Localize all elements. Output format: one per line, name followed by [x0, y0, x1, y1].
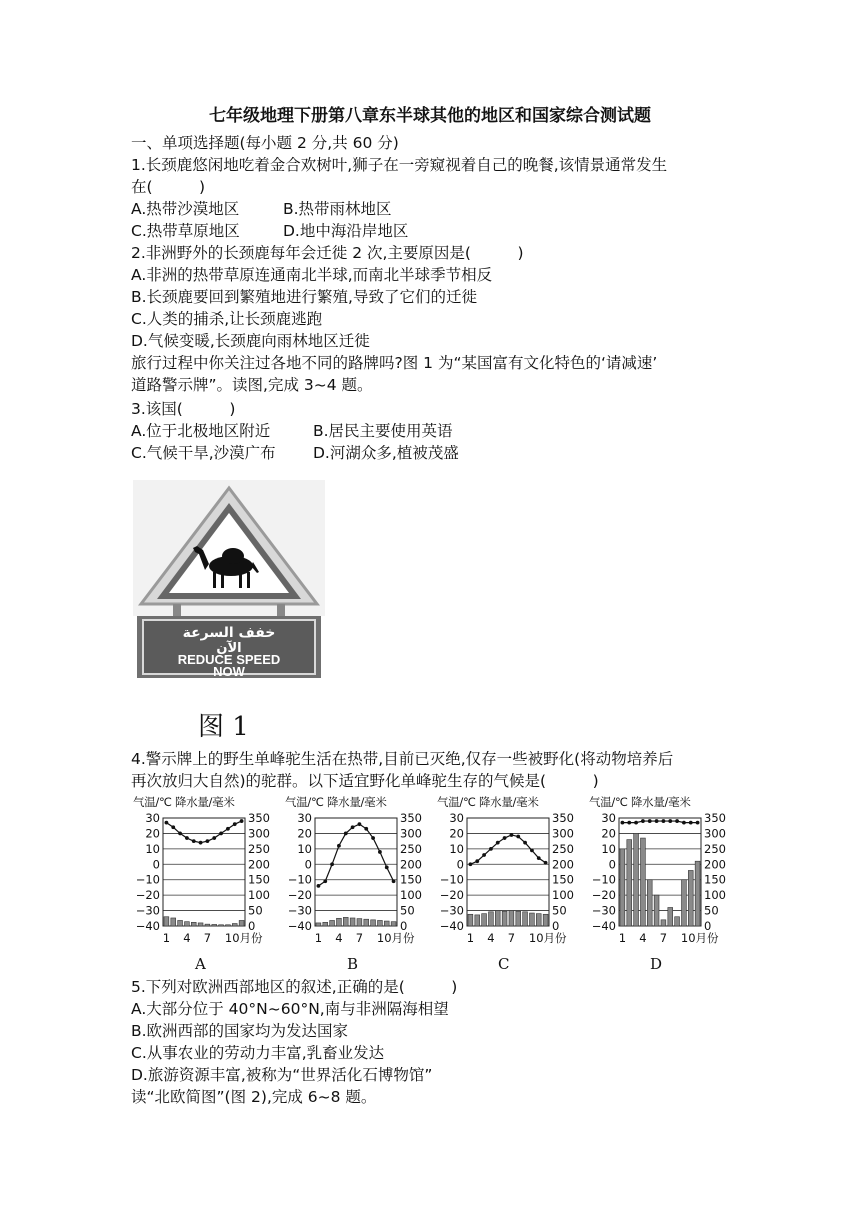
temperature-point [689, 821, 693, 825]
section-heading: 一、单项选择题(每小题 2 分,共 60 分) [131, 134, 399, 152]
plot-frame [315, 818, 397, 926]
temperature-line [166, 821, 241, 843]
precipitation-bar [627, 840, 632, 926]
temperature-point [233, 822, 237, 826]
page-title: 七年级地理下册第八章东半球其他的地区和国家综合测试题 [209, 106, 651, 126]
temperature-point [530, 849, 534, 853]
plot-frame [163, 818, 245, 926]
month-tick-label: 1 [162, 931, 171, 945]
temperature-point [523, 841, 527, 845]
precip-tick-label: 250 [704, 841, 726, 856]
temperature-point [627, 821, 631, 825]
q5-option-c: C.从事农业的劳动力丰富,乳畜业发达 [131, 1044, 385, 1062]
precipitation-bar [205, 924, 210, 926]
precip-tick-label: 150 [400, 872, 422, 887]
temperature-point [240, 819, 244, 823]
intro-6-8: 读“北欧简图”(图 2),完成 6~8 题。 [131, 1088, 377, 1106]
precip-tick-label: 200 [704, 857, 726, 872]
temperature-point [337, 844, 341, 848]
q2-option-b: B.长颈鹿要回到繁殖地进行繁殖,导致了它们的迁徙 [131, 288, 477, 306]
precip-tick-label: 0 [704, 919, 712, 933]
precip-tick-label: 200 [400, 857, 422, 872]
temperature-point [489, 847, 493, 851]
q1-option-d: D.地中海沿岸地区 [283, 222, 409, 240]
temp-tick-label: 0 [456, 857, 464, 872]
temperature-point [682, 821, 686, 825]
precipitation-bar [212, 924, 217, 926]
q3-option-d: D.河湖众多,植被茂盛 [313, 444, 459, 462]
precip-tick-label: 0 [552, 919, 560, 933]
temperature-point [199, 841, 203, 845]
precip-tick-label: 50 [704, 903, 719, 918]
precipitation-bar [688, 870, 693, 926]
temp-tick-label: 0 [608, 857, 616, 872]
temperature-point [358, 822, 362, 826]
temp-tick-label: 10 [601, 841, 616, 856]
q3-option-c: C.气候干旱,沙漠广布 [131, 444, 276, 462]
temperature-point [510, 833, 514, 837]
temperature-line [470, 835, 545, 864]
q3-option-b: B.居民主要使用英语 [313, 422, 453, 440]
temp-tick-label: −30 [439, 903, 464, 918]
precipitation-bar [495, 911, 500, 926]
month-tick-label: 4 [487, 931, 495, 945]
month-tick-label: 10月份 [528, 931, 567, 945]
precip-tick-label: 100 [704, 888, 726, 903]
precipitation-bar [391, 922, 396, 926]
precip-tick-label: 250 [552, 841, 574, 856]
precip-tick-label: 50 [400, 903, 415, 918]
temperature-point [317, 884, 321, 888]
temperature-point [206, 839, 210, 843]
precip-tick-label: 50 [552, 903, 567, 918]
temperature-point [668, 819, 672, 823]
month-tick-label: 1 [314, 931, 323, 945]
precipitation-bar [378, 920, 383, 926]
q5-option-b: B.欧洲西部的国家均为发达国家 [131, 1022, 349, 1040]
intro-3-4-line2: 道路警示牌”。读图,完成 3~4 题。 [131, 376, 373, 394]
temperature-point [648, 819, 652, 823]
q4-stem-line1: 4.警示牌上的野生单峰驼生活在热带,目前已灭绝,仅存一些被野化(将动物培养后 [131, 750, 674, 768]
climate-chart-svg [437, 810, 587, 970]
precipitation-bar [536, 914, 541, 926]
q2-option-d: D.气候变暖,长颈鹿向雨林地区迁徙 [131, 332, 370, 350]
temperature-point [696, 821, 700, 825]
temp-tick-label: −10 [135, 872, 160, 887]
temp-tick-label: 30 [601, 811, 616, 825]
q3-options-row2 [131, 442, 459, 464]
temp-tick-label: −10 [591, 872, 616, 887]
month-tick-label: 1 [618, 931, 627, 945]
temperature-point [392, 879, 396, 883]
q3-option-a: A.位于北极地区附近 [131, 422, 271, 440]
precipitation-bar [647, 880, 652, 926]
precipitation-bar [364, 919, 369, 926]
precip-tick-label: 300 [552, 826, 574, 841]
climate-chart-svg [285, 810, 435, 970]
precipitation-bar [219, 925, 224, 926]
temp-tick-label: 30 [449, 811, 464, 825]
temperature-point [482, 853, 486, 857]
temp-tick-label: −30 [287, 903, 312, 918]
precip-tick-label: 150 [248, 872, 270, 887]
temperature-point [226, 827, 230, 831]
temp-tick-label: −40 [287, 919, 312, 933]
precipitation-bar [198, 923, 203, 926]
temperature-point [192, 839, 196, 843]
precip-tick-label: 100 [400, 888, 422, 903]
sign-arabic-line1: خفف السرعة [182, 625, 276, 641]
temperature-point [503, 836, 507, 840]
month-tick-label: 7 [507, 931, 516, 945]
precipitation-bar [675, 917, 680, 926]
month-tick-label: 4 [183, 931, 191, 945]
temp-tick-label: −20 [287, 888, 312, 903]
precipitation-bar [475, 915, 480, 926]
temp-tick-label: 20 [601, 826, 616, 841]
q5-option-d: D.旅游资源丰富,被称为“世界活化石博物馆” [131, 1066, 433, 1084]
month-tick-label: 10月份 [224, 931, 263, 945]
precipitation-bar [323, 922, 328, 926]
precipitation-bar [357, 919, 362, 926]
temperature-point [634, 821, 638, 825]
precip-tick-label: 200 [552, 857, 574, 872]
precipitation-bar [330, 920, 335, 926]
temperature-point [385, 865, 389, 869]
precipitation-bar [239, 920, 244, 926]
sign-english-line1: REDUCE SPEED [177, 652, 281, 667]
precipitation-bar [502, 911, 507, 926]
temp-tick-label: −20 [135, 888, 160, 903]
precip-tick-label: 250 [400, 841, 422, 856]
temp-tick-label: 10 [145, 841, 160, 856]
temperature-point [496, 841, 500, 845]
temp-tick-label: 20 [449, 826, 464, 841]
precipitation-bar [164, 917, 169, 926]
q2-stem: 2.非洲野外的长颈鹿每年会迁徙 2 次,主要原因是( ) [131, 244, 524, 262]
sign-arabic-line2: الآن [216, 641, 242, 656]
q5-stem: 5.下列对欧洲西部地区的叙述,正确的是( ) [131, 978, 458, 996]
temperature-point [641, 819, 645, 823]
temperature-point [675, 819, 679, 823]
month-tick-label: 7 [355, 931, 364, 945]
climate-chart-header: 气温/℃ 降水量/毫米 [437, 795, 539, 809]
precipitation-bar [489, 912, 494, 926]
temperature-point [475, 859, 479, 863]
precip-tick-label: 350 [248, 811, 270, 825]
temperature-point [185, 836, 189, 840]
sign-english-line2: NOW [213, 664, 245, 679]
temp-tick-label: −20 [439, 888, 464, 903]
precipitation-bar [350, 918, 355, 926]
temperature-point [544, 861, 548, 865]
precipitation-bar [371, 920, 376, 926]
temp-tick-label: 20 [297, 826, 312, 841]
precipitation-bar [641, 838, 646, 926]
precipitation-bar [654, 895, 659, 926]
precip-tick-label: 100 [552, 888, 574, 903]
climate-chart-svg [133, 810, 283, 970]
temperature-point [351, 825, 355, 829]
temp-tick-label: −40 [135, 919, 160, 933]
temp-tick-label: −40 [439, 919, 464, 933]
precipitation-bar [191, 922, 196, 926]
climate-chart-header: 气温/℃ 降水量/毫米 [285, 795, 387, 809]
temperature-point [330, 862, 334, 866]
temp-tick-label: −20 [591, 888, 616, 903]
precip-tick-label: 100 [248, 888, 270, 903]
temp-tick-label: 0 [304, 857, 312, 872]
precipitation-bar [695, 861, 700, 926]
temp-tick-label: −10 [287, 872, 312, 887]
precipitation-bar [226, 925, 231, 926]
temp-tick-label: 30 [297, 811, 312, 825]
month-tick-label: 1 [466, 931, 475, 945]
q1-options-row1 [131, 198, 392, 220]
precipitation-bar [185, 922, 190, 926]
precipitation-bar [482, 914, 487, 926]
q4-stem-line2: 再次放归大自然)的驼群。以下适宜野化单峰驼生存的气候是( ) [131, 772, 599, 790]
q2-option-a: A.非洲的热带草原连通南北半球,而南北半球季节相反 [131, 266, 493, 284]
precipitation-bar [337, 918, 342, 926]
chart-label-d: D [650, 955, 663, 973]
temp-tick-label: −10 [439, 872, 464, 887]
climate-chart-a [133, 794, 283, 974]
precip-tick-label: 250 [248, 841, 270, 856]
precipitation-bar [316, 923, 321, 926]
chart-label-c: C [498, 955, 510, 973]
precipitation-bar [634, 833, 639, 926]
temperature-line [622, 821, 697, 823]
precipitation-bar [530, 913, 535, 926]
precip-tick-label: 200 [248, 857, 270, 872]
q2-option-c: C.人类的捕杀,让长颈鹿逃跑 [131, 310, 323, 328]
q3-options-row1 [131, 420, 453, 442]
q3-stem: 3.该国( ) [131, 400, 236, 418]
precipitation-bar [343, 917, 348, 926]
precip-tick-label: 150 [552, 872, 574, 887]
temp-tick-label: −40 [591, 919, 616, 933]
temperature-point [212, 836, 216, 840]
temp-tick-label: 10 [297, 841, 312, 856]
precip-tick-label: 300 [704, 826, 726, 841]
temperature-point [655, 819, 659, 823]
chart-label-a: A [195, 955, 206, 973]
temperature-point [165, 821, 169, 825]
temperature-point [219, 832, 223, 836]
climate-chart-c [437, 794, 587, 974]
precipitation-bar [661, 920, 666, 926]
temperature-point [364, 827, 368, 831]
precipitation-bar [509, 911, 514, 926]
intro-3-4-line1: 旅行过程中你关注过各地不同的路牌吗?图 1 为“某国富有文化特色的‘请减速’ [131, 354, 658, 372]
q5-option-a: A.大部分位于 40°N~60°N,南与非洲隔海相望 [131, 1000, 449, 1018]
road-sign-figure [133, 480, 325, 680]
precipitation-bar [668, 907, 673, 926]
precipitation-bar [682, 880, 687, 926]
precipitation-bar [468, 914, 473, 926]
climate-chart-svg [589, 810, 739, 970]
precip-tick-label: 350 [552, 811, 574, 825]
chart-label-b: B [347, 955, 359, 973]
temp-tick-label: 0 [152, 857, 160, 872]
temperature-point [344, 832, 348, 836]
temperature-point [171, 825, 175, 829]
precipitation-bar [178, 920, 183, 926]
temp-tick-label: −30 [135, 903, 160, 918]
climate-chart-d [589, 794, 739, 974]
q1-options-row2 [131, 220, 408, 242]
temperature-point [178, 832, 182, 836]
month-tick-label: 7 [659, 931, 668, 945]
precipitation-bar [171, 918, 176, 926]
month-tick-label: 10月份 [376, 931, 415, 945]
precip-tick-label: 350 [400, 811, 422, 825]
month-tick-label: 4 [639, 931, 647, 945]
climate-chart-header: 气温/℃ 降水量/毫米 [133, 795, 235, 809]
q1-stem-line1: 1.长颈鹿悠闲地吃着金合欢树叶,狮子在一旁窥视着自己的晚餐,该情景通常发生 [131, 156, 668, 174]
q1-option-a: A.热带沙漠地区 [131, 200, 240, 218]
precip-tick-label: 350 [704, 811, 726, 825]
temperature-point [378, 850, 382, 854]
plot-frame [467, 818, 549, 926]
month-tick-label: 4 [335, 931, 343, 945]
precip-tick-label: 150 [704, 872, 726, 887]
precip-tick-label: 300 [400, 826, 422, 841]
precipitation-bar [543, 914, 548, 926]
month-tick-label: 10月份 [680, 931, 719, 945]
q1-option-b: B.热带雨林地区 [283, 200, 392, 218]
temperature-point [323, 879, 327, 883]
q1-option-c: C.热带草原地区 [131, 222, 240, 240]
figure-1-caption: 图 1 [198, 712, 249, 742]
temp-tick-label: 30 [145, 811, 160, 825]
precipitation-bar [232, 924, 237, 926]
precipitation-bar [620, 849, 625, 926]
precip-tick-label: 300 [248, 826, 270, 841]
temperature-point [662, 819, 666, 823]
temp-tick-label: 20 [145, 826, 160, 841]
temp-tick-label: −30 [591, 903, 616, 918]
precip-tick-label: 0 [400, 919, 408, 933]
temp-tick-label: 10 [449, 841, 464, 856]
temperature-point [621, 821, 625, 825]
temperature-point [469, 862, 473, 866]
precip-tick-label: 0 [248, 919, 256, 933]
temperature-point [516, 835, 520, 839]
precipitation-bar [523, 912, 528, 926]
precipitation-bar [516, 911, 521, 926]
month-tick-label: 7 [203, 931, 212, 945]
temperature-point [537, 856, 541, 860]
climate-chart-b [285, 794, 435, 974]
precipitation-bar [384, 921, 389, 926]
climate-chart-header: 气温/℃ 降水量/毫米 [589, 795, 691, 809]
temperature-point [371, 836, 375, 840]
q1-stem-line2: 在( ) [131, 178, 206, 196]
precip-tick-label: 50 [248, 903, 263, 918]
